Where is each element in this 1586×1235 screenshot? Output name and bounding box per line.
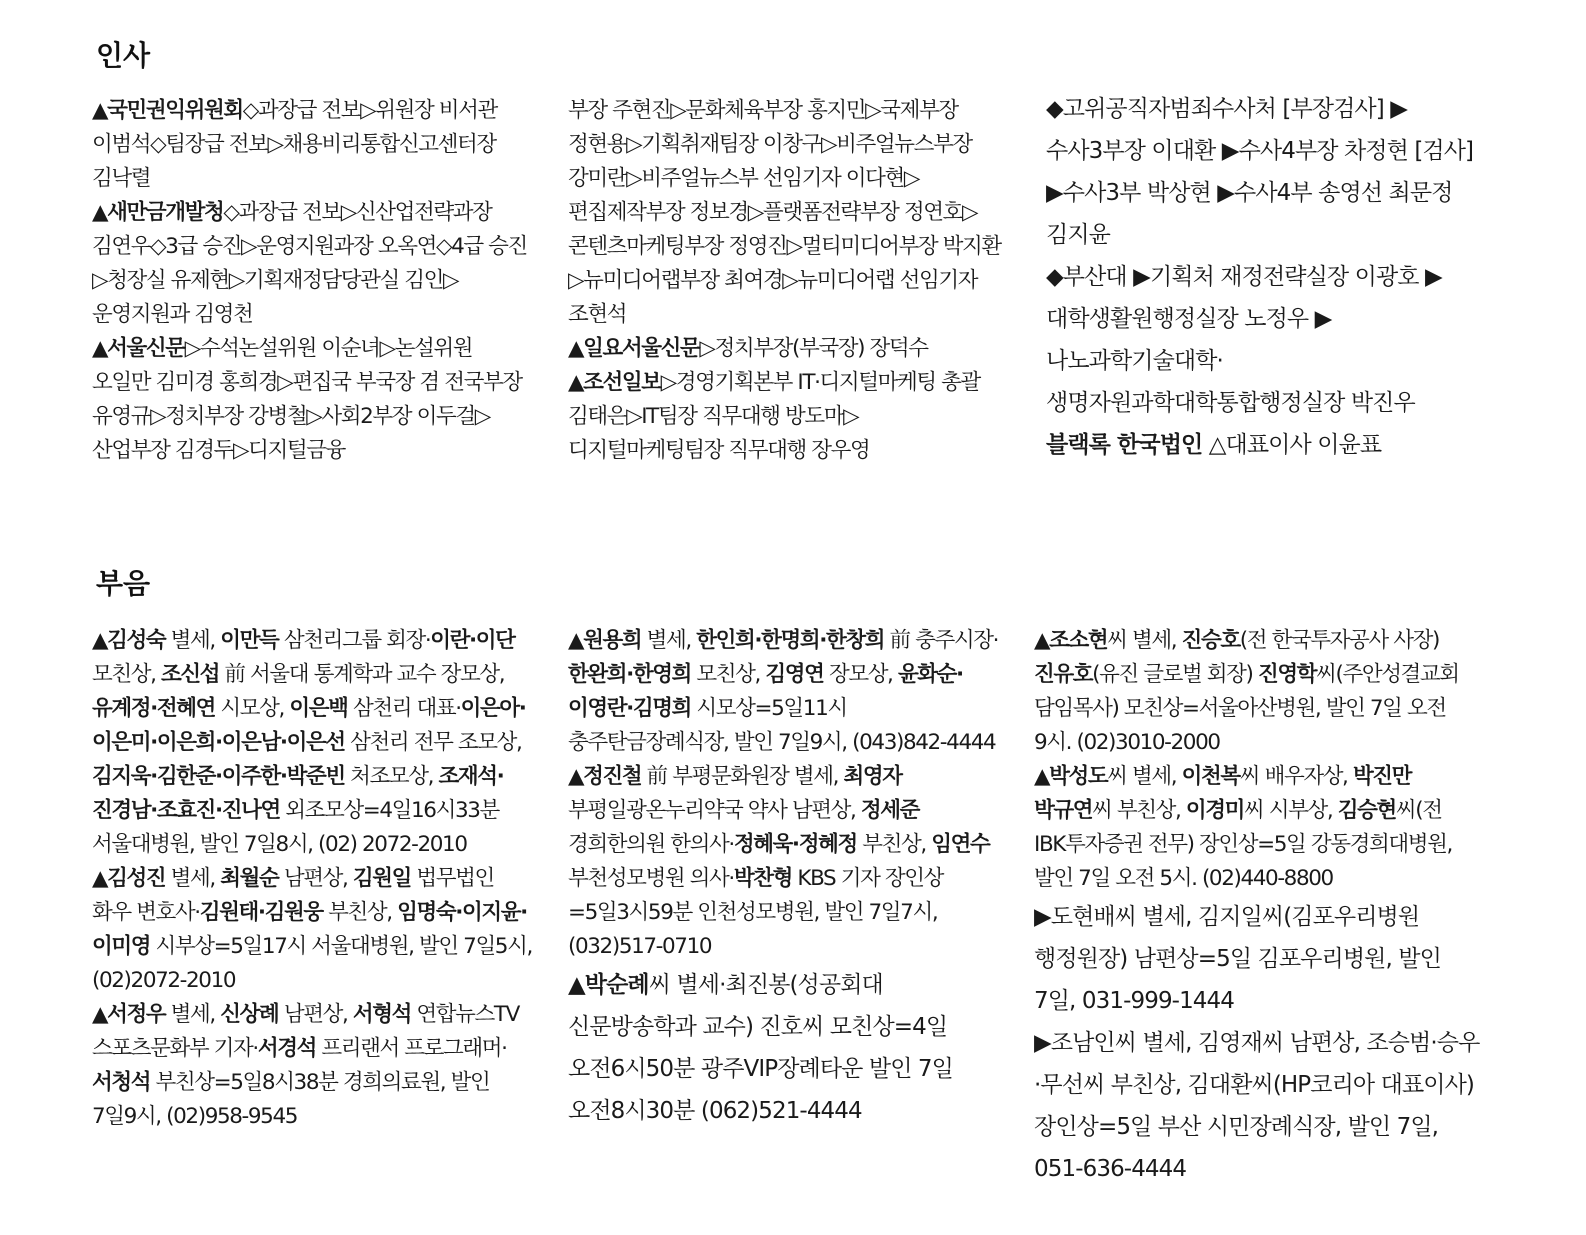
person-name: 최영자 — [843, 764, 902, 789]
person-name: 서청석 — [92, 1070, 151, 1095]
entry-text: 씨(전 IBK투자증권 전무) 장인상=5일 강동경희대병원, 발인 7일 오전 5시. (02)440-8800 — [1034, 798, 1452, 891]
insa-entry — [1046, 256, 1486, 424]
person-name: ▲원용희 — [568, 628, 642, 653]
obituary-entry — [92, 624, 532, 862]
org-name: ▲새만금개발청 — [92, 200, 224, 225]
person-name: 이은백 — [289, 696, 348, 721]
entry-text: △대표이사 이윤표 — [1202, 432, 1382, 458]
entry-text: 시모상=5일11시 충주탄금장례식장, 발인 7일9시, (043)842-4444 — [568, 696, 996, 755]
entry-text: 모친상, — [92, 662, 161, 687]
person-name: 김원태·김원웅 — [199, 900, 323, 925]
entry-text: 삼천리그룹 회장· — [278, 628, 431, 653]
person-name: ▲박순례 — [568, 972, 649, 998]
org-name: ▲국민권익위원회 — [92, 98, 243, 123]
obituary-entry — [1034, 624, 1480, 760]
entry-text: ▷정치부장(부국장) 장덕수 — [699, 336, 928, 361]
person-name: 최월순 — [220, 866, 279, 891]
entry-text: 삼천리 전무 조모상, — [344, 730, 522, 755]
obituary-entry — [92, 862, 532, 998]
insa-entry — [1046, 88, 1486, 256]
entry-text: (유진 글로벌 회장) — [1092, 662, 1258, 687]
person-name: 이만득 — [220, 628, 279, 653]
insa-column-3 — [1046, 88, 1486, 466]
person-name: 신상례 — [220, 1002, 279, 1027]
entry-text: 남편상, — [278, 866, 353, 891]
bueum-column-3 — [1034, 624, 1480, 1190]
entry-text: 씨(주안성결교회 담임목사) 모친상=서울아산병원, 발인 7일 오전 9시. (02)3010-2000 — [1034, 662, 1459, 755]
insa-entry — [568, 332, 1008, 366]
org-name: ▲조선일보 — [568, 370, 661, 395]
entry-text: 부친상=5일8시38분 경희의료원, 발인 7일9시, (02)958-9545 — [92, 1070, 490, 1129]
entry-text: 연합뉴스TV 스포츠문화부 기자· — [92, 1002, 519, 1061]
person-name: 조재석·진경남·조효진·진나연 — [92, 764, 504, 823]
person-name: ▲정진철 — [568, 764, 642, 789]
person-name: 김지욱·김한준·이주한·박준빈 — [92, 764, 345, 789]
entry-text: ▶조남인씨 별세, 김영재씨 남편상, 조승범·승우·무선씨 부친상, 김대환씨(HP코리아 대표이사) 장인상=5일 부산 시민장례식장, 발인 7일, 051-636-4444 — [1034, 1030, 1480, 1182]
insa-column-2 — [568, 94, 1008, 468]
entry-text: 씨 부친상, — [1092, 798, 1186, 823]
person-name: ▲서정우 — [92, 1002, 166, 1027]
entry-text: 별세, — [165, 1002, 221, 1027]
person-name: 윤화순·이영란·김명희 — [568, 662, 963, 721]
entry-text: KBS 기자 장인상=5일3시59분 인천성모병원, 발인 7일7시, (032)517-0710 — [568, 866, 944, 959]
insa-entry — [92, 94, 532, 196]
person-name: 박찬형 — [733, 866, 792, 891]
person-name: 진영학 — [1257, 662, 1317, 687]
entry-text: 별세, — [641, 628, 697, 653]
bueum-column-1 — [92, 624, 532, 1134]
entry-text: 씨 별세·최진봉(성공회대 신문방송학과 교수) 진호씨 모친상=4일 오전6시50분 광주VIP장례타운 발인 7일 오전8시30분 (062)521-4444 — [568, 972, 953, 1124]
entry-text: 前 서울대 통계학과 교수 장모상, — [219, 662, 505, 687]
entry-text: 부천성모병원 의사· — [568, 866, 734, 891]
bueum-column-2 — [568, 624, 1008, 1132]
entry-text: 모친상, — [690, 662, 766, 687]
person-name: 김승현 — [1337, 798, 1396, 823]
person-name: ▲김성진 — [92, 866, 166, 891]
entry-text: ◇과장급 전보▷위원장 비서관 이범석◇팀장급 전보▷채용비리통합신고센터장 김낙렬 — [92, 98, 497, 191]
insa-entry — [92, 196, 532, 332]
obituary-entry — [92, 998, 532, 1134]
insa-entry — [568, 94, 1008, 332]
org-name: 블랙록 한국법인 — [1046, 432, 1203, 458]
entry-text: (전 한국투자공사 사장) — [1239, 628, 1439, 653]
insa-column-1 — [92, 94, 532, 468]
person-name: ▲김성숙 — [92, 628, 166, 653]
person-name: 한인희·한명희·한창희 — [696, 628, 885, 653]
entry-text: 법무법인 화우 변호사· — [92, 866, 494, 925]
obituary-entry — [568, 624, 1008, 760]
entry-text: 장모상, — [823, 662, 898, 687]
entry-text: 씨 배우자상, — [1239, 764, 1353, 789]
entry-text: 처조모상, — [344, 764, 439, 789]
entry-text: 경희한의원 한의사· — [568, 832, 734, 857]
entry-text: 남편상, — [278, 1002, 353, 1027]
person-name: 조신섭 — [160, 662, 220, 687]
obituary-entry — [1034, 896, 1480, 1022]
person-name: ▲박성도 — [1034, 764, 1108, 789]
entry-text: 씨 별세, — [1107, 628, 1182, 653]
bueum-section-title: 부음 — [96, 567, 151, 600]
entry-text: 프리랜서 프로그래머· — [315, 1036, 507, 1061]
entry-text: ◇과장급 전보▷신산업전략과장 김연우◇3급 승진▷운영지원과장 오옥연◇4급 승진▷청장실 유제현▷기획재정담당관실 김인▷운영지원과 김영천 — [92, 200, 527, 327]
obituary-entry — [568, 964, 1008, 1132]
entry-text: ◆고위공직자범죄수사처 [부장검사] ▶수사3부장 이대환 ▶수사4부장 차정현 [검사] ▶수사3부 박상현 ▶수사4부 송영선 최문정 김지윤 — [1046, 96, 1474, 248]
obituary-entry — [1034, 760, 1480, 896]
entry-text: 부평일광온누리약국 약사 남편상, — [568, 798, 861, 823]
person-name: 임연수 — [931, 832, 990, 857]
insa-entry — [92, 332, 532, 468]
person-name: 진유호 — [1034, 662, 1093, 687]
entry-text: 씨 별세, — [1107, 764, 1182, 789]
person-name: 이천복 — [1181, 764, 1240, 789]
person-name: 임명숙·이지윤·이미영 — [92, 900, 527, 959]
person-name: 김영연 — [765, 662, 824, 687]
entry-text: ▷경영기획본부 IT·디지털마케팅 총괄 김태은▷IT팀장 직무대행 방도마▷디지털마케팅팀장 직무대행 장우영 — [568, 370, 980, 463]
insa-section-title: 인사 — [96, 39, 151, 72]
entry-text: 前 부평문화원장 별세, — [641, 764, 844, 789]
person-name: 진승호 — [1181, 628, 1240, 653]
entry-text: ◆부산대 ▶기획처 재정전략실장 이광호 ▶대학생활원행정실장 노정우 ▶나노과학기술대학·생명자원과학대학통합행정실장 박진우 — [1046, 264, 1442, 416]
entry-text: 시부상=5일17시 서울대병원, 발인 7일5시, (02)2072-2010 — [92, 934, 532, 993]
insa-entry — [568, 366, 1008, 468]
entry-text: 외조모상=4일16시33분 서울대병원, 발인 7일8시, (02) 2072-2010 — [92, 798, 499, 857]
entry-text: 부친상, — [856, 832, 932, 857]
person-name: 한완희·한영희 — [568, 662, 691, 687]
person-name: 서경석 — [257, 1036, 316, 1061]
entry-text: 씨 시부상, — [1244, 798, 1338, 823]
entry-text: ▷수석논설위원 이순녀▷논설위원 오일만 김미경 홍희경▷편집국 부국장 겸 전국부장 유영규▷정치부장 강병철▷사회2부장 이두걸▷산업부장 김경두▷디지털금융 — [92, 336, 522, 463]
obituary-entry — [568, 760, 1008, 964]
entry-text: 부친상, — [322, 900, 398, 925]
entry-text: 부장 주현진▷문화체육부장 홍지민▷국제부장 정현용▷기획취재팀장 이창구▷비주얼뉴스부장 강미란▷비주얼뉴스부 선임기자 이다현▷편집제작부장 정보경▷플랫폼전략부장 정연호▷콘텐츠마케팅부장 정영진▷멀티미디어부장 박지환▷뉴미디어랩부장 최여경▷뉴미디어랩 선임기자 조현석 — [568, 98, 1001, 327]
person-name: 이경미 — [1185, 798, 1244, 823]
person-name: ▲조소현 — [1034, 628, 1108, 653]
person-name: 유계정·전혜연 — [92, 696, 215, 721]
person-name: 이란·이단 — [430, 628, 515, 653]
entry-text: 前 충주시장· — [884, 628, 999, 653]
person-name: 서형석 — [352, 1002, 411, 1027]
obituary-entry — [1034, 1022, 1480, 1190]
person-name: 이은아·이은미·이은희·이은남·이은선 — [92, 696, 526, 755]
org-name: ▲서울신문 — [92, 336, 185, 361]
person-name: 정혜욱·정혜정 — [733, 832, 857, 857]
entry-text: 시모상, — [214, 696, 290, 721]
entry-text: 별세, — [165, 628, 221, 653]
org-name: ▲일요서울신문 — [568, 336, 700, 361]
entry-text: 삼천리 대표· — [347, 696, 461, 721]
person-name: 김원일 — [352, 866, 411, 891]
entry-text: ▶도현배씨 별세, 김지일씨(김포우리병원 행정원장) 남편상=5일 김포우리병원, 발인 7일, 031-999-1444 — [1034, 904, 1441, 1014]
person-name: 정세준 — [860, 798, 920, 823]
insa-entry — [1046, 424, 1486, 466]
entry-text: 별세, — [165, 866, 221, 891]
person-name: 박진만 박규연 — [1034, 764, 1412, 823]
